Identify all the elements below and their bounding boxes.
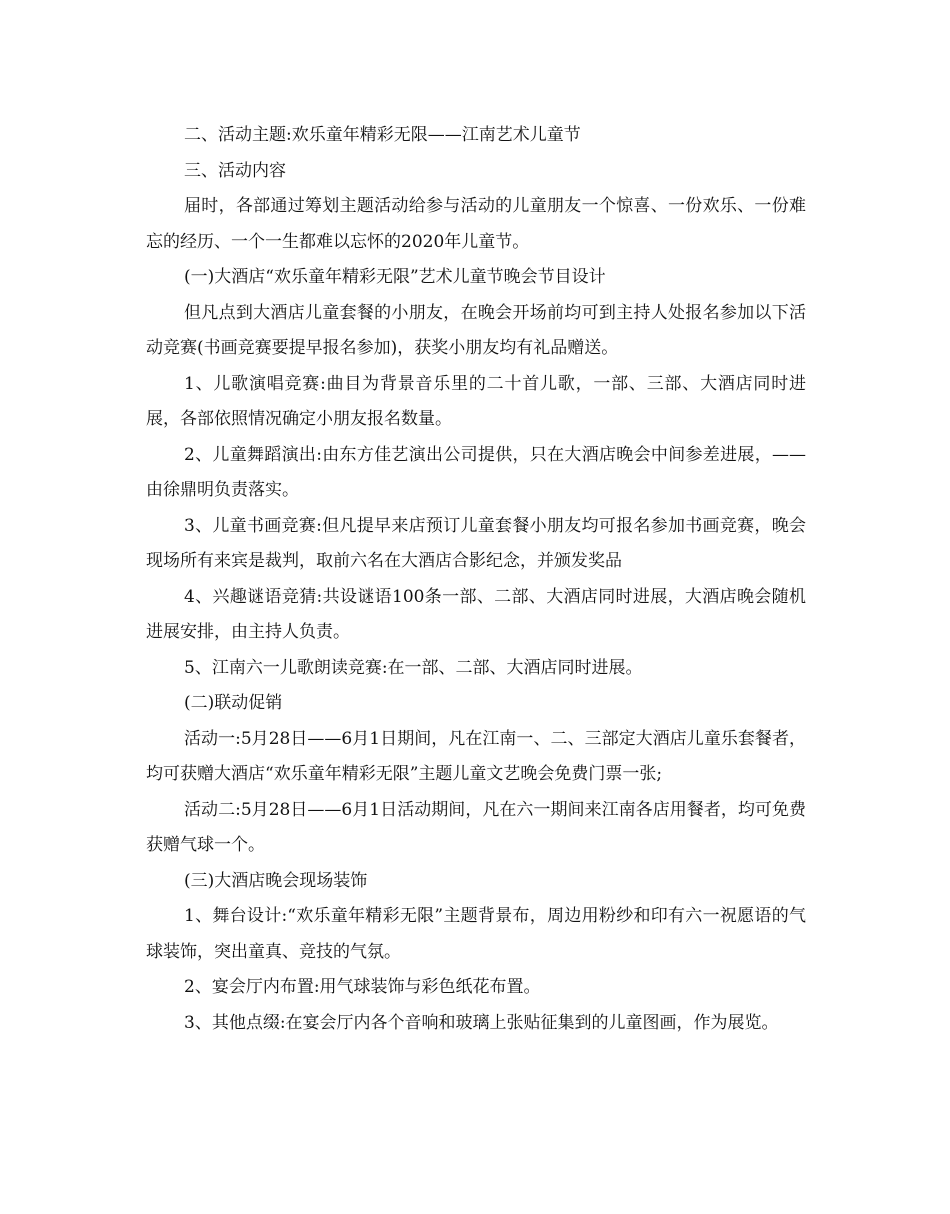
- list-item-singing: 1、儿歌演唱竞赛:曲目为背景音乐里的二十首儿歌，一部、三部、大酒店同时进展，各部依照情况确定小朋友报名数量。: [146, 373, 806, 429]
- list-item-riddles: 4、兴趣谜语竞猜:共设谜语100条一部、二部、大酒店同时进展，大酒店晚会随机进展安排，由主持人负责。: [146, 586, 806, 642]
- subsection-heading-promotion: (二)联动促销: [184, 693, 283, 713]
- paragraph-activity-one: 活动一:5月28日——6月1日期间，凡在江南一、二、三部定大酒店儿童乐套餐者，均可获赠大酒店“欢乐童年精彩无限”主题儿童文艺晚会免费门票一张;: [146, 728, 806, 784]
- list-item-recitation: 5、江南六一儿歌朗读竞赛:在一部、二部、大酒店同时进展。: [184, 657, 643, 678]
- list-item-hall: 2、宴会厅内布置:用气球装饰与彩色纸花布置。: [184, 977, 541, 997]
- paragraph-registration: 但凡点到大酒店儿童套餐的小朋友，在晚会开场前均可到主持人处报名参加以下活动竞赛(书画竞赛要提早报名参加)，获奖小朋友均有礼品赠送。: [146, 302, 806, 358]
- list-item-painting: 3、儿童书画竞赛:但凡提早来店预订儿童套餐小朋友均可报名参加书画竞赛，晚会现场所有来宾是裁判，取前六名在大酒店合影纪念，并颁发奖品: [146, 515, 806, 571]
- document-page: [146, 118, 806, 1041]
- section-heading-content: 三、活动内容: [184, 160, 286, 181]
- subsection-heading-decoration: (三)大酒店晚会现场装饰: [184, 870, 368, 891]
- section-heading-theme: 二、活动主题:欢乐童年精彩无限——江南艺术儿童节: [184, 125, 581, 145]
- list-item-stage: 1、舞台设计:“欢乐童年精彩无限”主题背景布，周边用粉纱和印有六一祝愿语的气球装饰，突出童真、竞技的气氛。: [146, 906, 806, 962]
- list-item-dance: 2、儿童舞蹈演出:由东方佳艺演出公司提供，只在大酒店晚会中间参差进展，——由徐鼎明负责落实。: [146, 444, 806, 500]
- subsection-heading-program: (一)大酒店“欢乐童年精彩无限”艺术儿童节晚会节目设计: [184, 267, 606, 287]
- paragraph-intro: 届时，各部通过筹划主题活动给参与活动的儿童朋友一个惊喜、一份欢乐、一份难忘的经历、一个一生都难以忘怀的2020年儿童节。: [146, 196, 806, 252]
- paragraph-activity-two: 活动二:5月28日——6月1日活动期间，凡在六一期间来江南各店用餐者，均可免费获赠气球一个。: [146, 799, 806, 855]
- list-item-other: 3、其他点缀:在宴会厅内各个音响和玻璃上张贴征集到的儿童图画，作为展览。: [184, 1012, 779, 1033]
